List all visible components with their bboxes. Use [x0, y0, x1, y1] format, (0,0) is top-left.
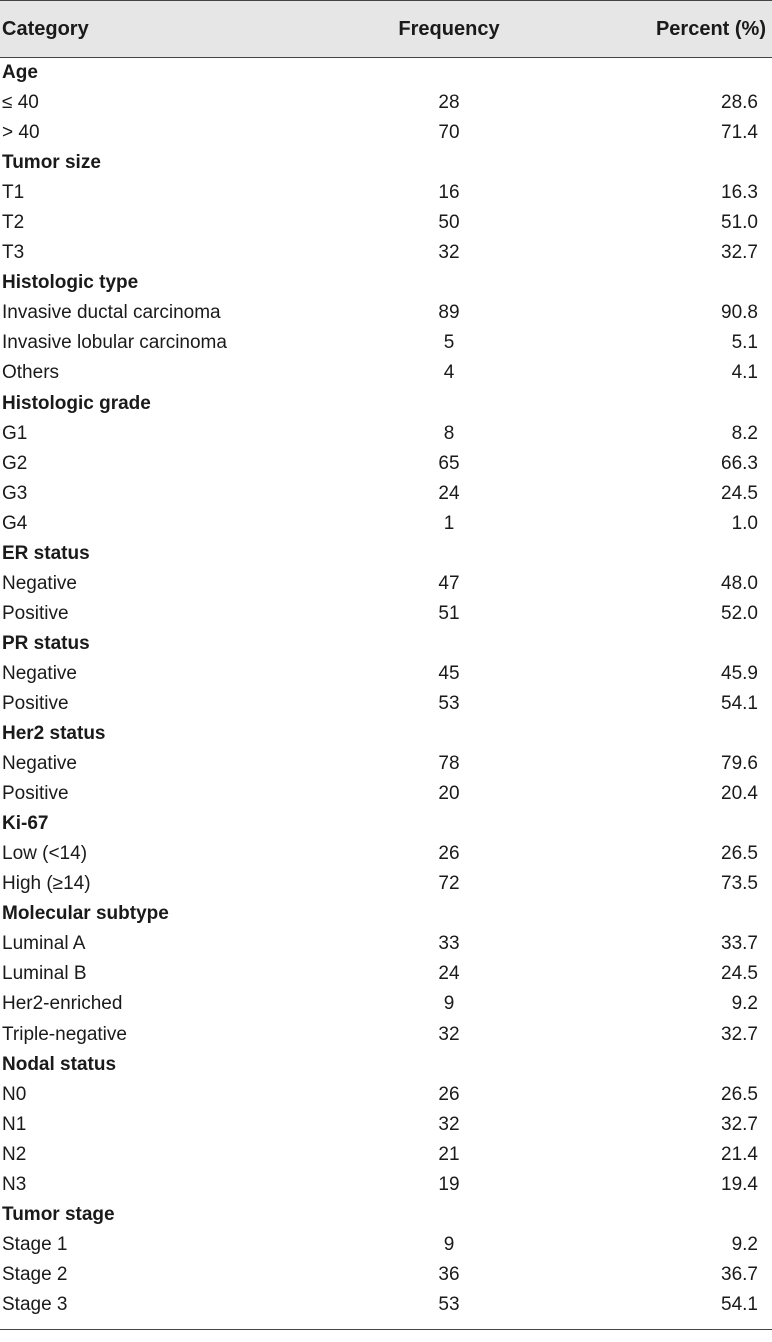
table-row — [0, 449, 772, 479]
row-percent: 5.1 — [731, 332, 758, 354]
row-frequency: 24 — [438, 482, 460, 504]
section-header — [0, 268, 772, 298]
table-row — [0, 419, 772, 449]
section-title: Nodal status — [2, 1053, 117, 1075]
table-row — [0, 659, 772, 689]
header-frequency: Frequency — [398, 17, 500, 40]
row-label: Positive — [2, 602, 69, 624]
table-row — [0, 569, 772, 599]
row-label: Negative — [2, 662, 77, 684]
table-row — [0, 929, 772, 959]
table-header — [0, 0, 772, 58]
row-percent: 73.5 — [721, 873, 758, 895]
row-percent: 9.2 — [731, 1233, 758, 1255]
section-title: Molecular subtype — [2, 903, 169, 925]
row-percent: 9.2 — [731, 993, 758, 1015]
row-frequency: 26 — [438, 1083, 460, 1105]
row-frequency: 78 — [438, 753, 460, 775]
section-header — [0, 1200, 772, 1230]
row-label: N0 — [2, 1083, 27, 1105]
row-frequency: 65 — [438, 452, 460, 474]
row-frequency: 33 — [438, 933, 460, 955]
row-percent: 28.6 — [721, 92, 758, 114]
table-row — [0, 208, 772, 238]
row-percent: 24.5 — [721, 963, 758, 985]
header-percent: Percent (%) — [655, 17, 766, 40]
section-title: Histologic grade — [2, 392, 151, 414]
row-frequency: 53 — [438, 1293, 460, 1315]
row-label: > 40 — [2, 122, 40, 144]
table-row — [0, 599, 772, 629]
row-frequency: 28 — [438, 92, 460, 114]
row-label: Positive — [2, 693, 69, 714]
row-frequency: 45 — [438, 662, 460, 684]
row-frequency: 36 — [438, 1263, 460, 1285]
row-label: T2 — [2, 212, 25, 234]
section-title: Her2 status — [2, 723, 106, 745]
row-percent: 24.5 — [721, 482, 758, 504]
row-label: G4 — [2, 512, 28, 534]
row-frequency: 1 — [443, 512, 455, 534]
row-label: Her2-enriched — [2, 993, 123, 1015]
row-frequency: 16 — [438, 182, 460, 204]
header-category: Category — [2, 17, 89, 40]
section-title: ER status — [2, 542, 90, 564]
row-frequency: 8 — [443, 422, 455, 444]
row-frequency: 50 — [438, 212, 460, 234]
row-label: Invasive ductal carcinoma — [2, 302, 221, 324]
table-row — [0, 1080, 772, 1110]
row-label: Stage 1 — [2, 1233, 68, 1255]
row-percent: 20.4 — [721, 783, 758, 805]
row-percent: 32.7 — [721, 242, 758, 264]
row-label: Triple-negative — [2, 1023, 127, 1045]
row-percent: 16.3 — [721, 182, 758, 204]
section-header — [0, 719, 772, 749]
table-row — [0, 479, 772, 509]
section-title: Ki-67 — [2, 813, 49, 835]
row-label: High (≥14) — [2, 873, 91, 895]
row-label: Negative — [2, 753, 77, 775]
row-label: N2 — [2, 1143, 27, 1165]
section-header — [0, 389, 772, 419]
row-label: Low (<14) — [2, 843, 88, 865]
section-title: Age — [2, 62, 38, 84]
row-percent: 19.4 — [721, 1173, 758, 1195]
row-label: G3 — [2, 482, 28, 504]
table-row — [0, 178, 772, 208]
row-label: Luminal B — [2, 963, 87, 985]
row-percent: 79.6 — [721, 753, 758, 775]
section-title: Tumor stage — [2, 1203, 115, 1225]
table-row — [0, 959, 772, 989]
section-title: PR status — [2, 632, 90, 654]
row-percent: 45.9 — [721, 662, 758, 684]
row-percent: 54.1 — [721, 1293, 758, 1315]
row-percent: 51.0 — [721, 212, 758, 234]
row-frequency: 89 — [438, 302, 460, 324]
table-row — [0, 989, 772, 1019]
table-row — [0, 238, 772, 268]
row-percent: 90.8 — [721, 302, 758, 324]
section-title: Histologic type — [2, 272, 139, 294]
row-percent: 33.7 — [721, 933, 758, 955]
section-header — [0, 539, 772, 569]
table-row — [0, 689, 772, 719]
table-row — [0, 1020, 772, 1050]
table-row — [0, 1230, 772, 1260]
table-row — [0, 1260, 772, 1290]
row-percent: 32.7 — [721, 1113, 758, 1135]
table-row — [0, 1110, 772, 1140]
table-row — [0, 749, 772, 779]
row-label: N1 — [2, 1113, 27, 1135]
section-header — [0, 1050, 772, 1080]
row-frequency: 19 — [438, 1173, 460, 1195]
row-label: ≤ 40 — [2, 92, 39, 114]
row-percent: 32.7 — [721, 1023, 758, 1045]
row-label: Others — [2, 362, 60, 384]
row-frequency: 20 — [438, 783, 460, 805]
table-row — [0, 118, 772, 148]
row-label: T3 — [2, 242, 25, 264]
row-percent: 71.4 — [721, 122, 758, 144]
row-frequency: 72 — [438, 873, 460, 895]
row-frequency: 4 — [443, 362, 455, 384]
row-frequency: 47 — [438, 572, 460, 594]
row-label: G2 — [2, 452, 28, 474]
table-row — [0, 779, 772, 809]
row-percent: 4.1 — [731, 362, 758, 384]
row-label: Luminal A — [2, 933, 86, 955]
section-title: Tumor size — [2, 152, 101, 174]
table-row — [0, 869, 772, 899]
row-frequency: 9 — [443, 1233, 455, 1255]
bottom-rule — [0, 1329, 772, 1330]
table-row — [0, 1170, 772, 1200]
row-frequency: 32 — [438, 1023, 460, 1045]
row-frequency: 70 — [438, 122, 460, 144]
table-row — [0, 328, 772, 358]
table-row — [0, 1290, 772, 1320]
row-label: N3 — [2, 1173, 27, 1195]
row-frequency: 32 — [438, 1113, 460, 1135]
table-row — [0, 358, 772, 388]
row-label: Positive — [2, 783, 69, 805]
row-percent: 1.0 — [731, 512, 758, 534]
table-row — [0, 298, 772, 328]
table-row — [0, 1140, 772, 1170]
row-frequency: 53 — [438, 693, 460, 714]
row-percent: 66.3 — [721, 452, 758, 474]
row-frequency: 51 — [438, 602, 460, 624]
table-row — [0, 509, 772, 539]
row-percent: 8.2 — [731, 422, 758, 444]
row-percent: 26.5 — [721, 1083, 758, 1105]
row-label: T1 — [2, 182, 25, 204]
section-header — [0, 809, 772, 839]
row-label: Negative — [2, 572, 77, 594]
row-percent: 48.0 — [721, 572, 758, 594]
row-label: G1 — [2, 422, 28, 444]
row-percent: 21.4 — [721, 1143, 758, 1165]
row-frequency: 24 — [438, 963, 460, 985]
row-percent: 54.1 — [721, 693, 758, 714]
row-frequency: 5 — [443, 332, 455, 354]
row-label: Stage 3 — [2, 1293, 68, 1315]
table-row — [0, 839, 772, 869]
row-frequency: 32 — [438, 242, 460, 264]
row-frequency: 9 — [443, 993, 455, 1015]
row-frequency: 21 — [438, 1143, 460, 1165]
row-percent: 26.5 — [721, 843, 758, 865]
row-percent: 52.0 — [721, 602, 758, 624]
section-header — [0, 899, 772, 929]
row-label: Invasive lobular carcinoma — [2, 332, 227, 354]
section-header — [0, 58, 772, 88]
section-header — [0, 629, 772, 659]
table-body — [0, 58, 772, 1320]
row-label: Stage 2 — [2, 1263, 68, 1285]
row-frequency: 26 — [438, 843, 460, 865]
section-header — [0, 148, 772, 178]
table-row — [0, 88, 772, 118]
row-percent: 36.7 — [721, 1263, 758, 1285]
